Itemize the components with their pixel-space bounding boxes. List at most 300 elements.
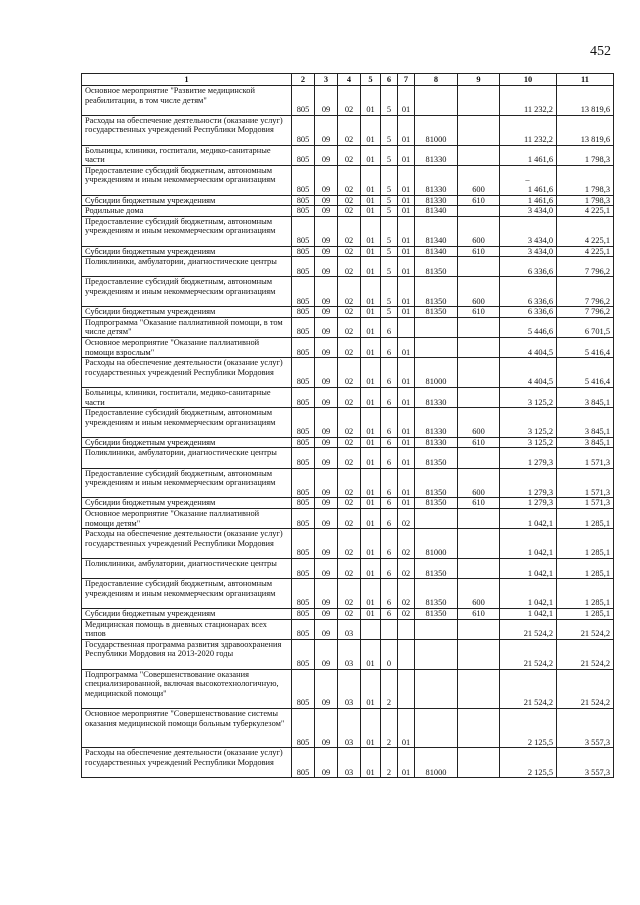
code-cell: 01 (398, 408, 415, 438)
code-cell: 6 (381, 529, 398, 559)
row-name-cell: Подпрограмма "Совершенствование оказания специализированной, включая высокотехнологичную, медицинской помощи" (82, 669, 292, 708)
code-cell: 805 (292, 748, 315, 778)
code-cell: 6 (381, 468, 398, 498)
amount-cell: 21 524,2 (500, 669, 557, 708)
row-name-cell: Предоставление субсидий бюджетным, автономным учреждениям и иным некоммерческим организациям (82, 408, 292, 438)
row-name-cell: Расходы на обеспечение деятельности (оказание услуг) государственных учреждений Республики Мордовия (82, 748, 292, 778)
code-cell: 01 (398, 257, 415, 277)
code-cell (398, 669, 415, 708)
code-cell (458, 206, 500, 217)
table-row (82, 337, 614, 357)
table-row (82, 468, 614, 498)
code-cell: 5 (381, 246, 398, 257)
code-cell: 01 (361, 709, 381, 748)
header-cell: 4 (338, 74, 361, 86)
code-cell: 02 (338, 216, 361, 246)
row-name-cell: Поликлиники, амбулатории, диагностические центры (82, 448, 292, 468)
code-cell: 610 (458, 195, 500, 206)
code-cell: 01 (398, 206, 415, 217)
code-cell: 01 (398, 387, 415, 407)
code-cell: 600 (458, 277, 500, 307)
amount-cell: 6 336,6 (500, 277, 557, 307)
code-cell: 5 (381, 216, 398, 246)
code-cell: 5 (381, 257, 398, 277)
code-cell: 01 (361, 609, 381, 620)
code-cell (458, 145, 500, 165)
code-cell: 5 (381, 165, 398, 195)
code-cell: 81350 (415, 257, 458, 277)
code-cell: 805 (292, 246, 315, 257)
table-row (82, 216, 614, 246)
amount-cell: 3 434,0 (500, 246, 557, 257)
row-name-cell: Предоставление субсидий бюджетным, автономным учреждениям и иным некоммерческим организациям (82, 216, 292, 246)
code-cell: 03 (338, 748, 361, 778)
code-cell: 09 (315, 559, 338, 579)
code-cell: 02 (338, 529, 361, 559)
code-cell (415, 337, 458, 357)
code-cell: 01 (398, 246, 415, 257)
row-name-cell: Основное мероприятие "Развитие медицинской реабилитации, в том числе детям" (82, 86, 292, 116)
row-name-cell: Родильные дома (82, 206, 292, 217)
code-cell: 02 (338, 86, 361, 116)
code-cell: 01 (361, 387, 381, 407)
amount-cell: 4 225,1 (557, 216, 614, 246)
code-cell: 6 (381, 609, 398, 620)
code-cell: 01 (398, 86, 415, 116)
row-name-cell: Расходы на обеспечение деятельности (оказание услуг) государственных учреждений Республики Мордовия (82, 358, 292, 388)
code-cell: 01 (361, 257, 381, 277)
code-cell: 01 (398, 498, 415, 509)
amount-cell: 3 434,0 (500, 216, 557, 246)
code-cell: 09 (315, 669, 338, 708)
code-cell: 09 (315, 709, 338, 748)
code-cell: 09 (315, 195, 338, 206)
table-row (82, 448, 614, 468)
amount-cell: 6 336,6 (500, 257, 557, 277)
row-name-cell: Расходы на обеспечение деятельности (оказание услуг) государственных учреждений Республики Мордовия (82, 529, 292, 559)
code-cell: 09 (315, 529, 338, 559)
code-cell (415, 639, 458, 669)
amount-cell: 7 796,2 (557, 277, 614, 307)
table-row (82, 498, 614, 509)
amount-cell: 3 434,0 (500, 206, 557, 217)
code-cell: 805 (292, 509, 315, 529)
table-row (82, 195, 614, 206)
code-cell: 81330 (415, 437, 458, 448)
header-cell: 7 (398, 74, 415, 86)
code-cell: 2 (381, 748, 398, 778)
amount-cell: 1 285,1 (557, 609, 614, 620)
code-cell: 805 (292, 86, 315, 116)
amount-cell: 1 042,1 (500, 609, 557, 620)
table-row (82, 165, 614, 195)
code-cell: 02 (338, 498, 361, 509)
code-cell: 5 (381, 145, 398, 165)
amount-cell: 3 125,2 (500, 387, 557, 407)
code-cell: 02 (338, 165, 361, 195)
code-cell: 600 (458, 468, 500, 498)
code-cell: 01 (361, 277, 381, 307)
code-cell: 805 (292, 358, 315, 388)
row-name-cell: Государственная программа развития здравоохранения Республики Мордовия на 2013-2020 годы (82, 639, 292, 669)
table-row (82, 86, 614, 116)
dash-mark: – (525, 175, 530, 185)
amount-cell: 1 461,6 (500, 145, 557, 165)
code-cell: 600 (458, 408, 500, 438)
code-cell (458, 619, 500, 639)
code-cell: 01 (361, 195, 381, 206)
code-cell (415, 86, 458, 116)
code-cell: 02 (338, 609, 361, 620)
code-cell: 01 (361, 337, 381, 357)
header-cell: 1 (82, 74, 292, 86)
code-cell: 81350 (415, 559, 458, 579)
code-cell: 805 (292, 317, 315, 337)
code-cell (458, 709, 500, 748)
code-cell: 09 (315, 609, 338, 620)
code-cell: 6 (381, 509, 398, 529)
amount-cell: 1 279,3 (500, 448, 557, 468)
code-cell: 6 (381, 559, 398, 579)
code-cell: 09 (315, 509, 338, 529)
row-name-cell: Больницы, клиники, госпитали, медико-санитарные части (82, 387, 292, 407)
code-cell (398, 639, 415, 669)
row-name-cell: Расходы на обеспечение деятельности (оказание услуг) государственных учреждений Республики Мордовия (82, 115, 292, 145)
code-cell: 02 (398, 609, 415, 620)
code-cell: 805 (292, 277, 315, 307)
code-cell: 02 (338, 307, 361, 318)
table-row (82, 145, 614, 165)
amount-cell: 6 701,5 (557, 317, 614, 337)
code-cell: 805 (292, 468, 315, 498)
amount-cell: 2 125,5 (500, 748, 557, 778)
code-cell: 01 (361, 468, 381, 498)
code-cell: 805 (292, 145, 315, 165)
code-cell: 01 (361, 307, 381, 318)
amount-cell: 1 042,1 (500, 529, 557, 559)
code-cell (398, 317, 415, 337)
code-cell: 805 (292, 448, 315, 468)
amount-cell: 1 461,6 (500, 195, 557, 206)
amount-cell: 1 571,3 (557, 468, 614, 498)
amount-cell: 1 798,3 (557, 165, 614, 195)
amount-cell: 7 796,2 (557, 307, 614, 318)
code-cell: 02 (338, 509, 361, 529)
amount-cell: 4 404,5 (500, 358, 557, 388)
code-cell: 02 (398, 509, 415, 529)
code-cell: 600 (458, 216, 500, 246)
amount-cell: 1 571,3 (557, 498, 614, 509)
code-cell: 01 (398, 277, 415, 307)
code-cell: 01 (361, 358, 381, 388)
code-cell: 01 (361, 579, 381, 609)
code-cell: 01 (361, 317, 381, 337)
header-cell: 8 (415, 74, 458, 86)
amount-cell: 7 796,2 (557, 257, 614, 277)
code-cell: 01 (398, 145, 415, 165)
amount-cell (500, 165, 557, 195)
code-cell: 09 (315, 277, 338, 307)
code-cell: 805 (292, 437, 315, 448)
code-cell: 81340 (415, 206, 458, 217)
code-cell: 03 (338, 639, 361, 669)
table-row (82, 509, 614, 529)
row-name-cell: Предоставление субсидий бюджетным, автономным учреждениям и иным некоммерческим организациям (82, 579, 292, 609)
code-cell: 02 (338, 145, 361, 165)
code-cell: 01 (361, 448, 381, 468)
code-cell (458, 257, 500, 277)
code-cell: 805 (292, 669, 315, 708)
code-cell: 81330 (415, 145, 458, 165)
amount-cell: 21 524,2 (557, 619, 614, 639)
amount-cell: 5 446,6 (500, 317, 557, 337)
code-cell: 09 (315, 317, 338, 337)
code-cell: 09 (315, 387, 338, 407)
code-cell: 03 (338, 619, 361, 639)
amount-cell: 4 225,1 (557, 246, 614, 257)
code-cell: 01 (361, 559, 381, 579)
row-name-cell: Субсидии бюджетным учреждениям (82, 498, 292, 509)
code-cell: 805 (292, 579, 315, 609)
amount-cell: 3 125,2 (500, 437, 557, 448)
table-body (82, 86, 614, 778)
table-row (82, 559, 614, 579)
code-cell: 6 (381, 358, 398, 388)
row-name-cell: Основное мероприятие "Оказание паллиативной помощи взрослым" (82, 337, 292, 357)
code-cell: 6 (381, 337, 398, 357)
code-cell: 01 (361, 216, 381, 246)
row-name-cell: Предоставление субсидий бюджетным, автономным учреждениям и иным некоммерческим организациям (82, 277, 292, 307)
code-cell: 805 (292, 559, 315, 579)
row-name-cell: Субсидии бюджетным учреждениям (82, 246, 292, 257)
amount-cell: 3 845,1 (557, 437, 614, 448)
amount-cell: 5 416,4 (557, 337, 614, 357)
amount-cell: 1 042,1 (500, 559, 557, 579)
code-cell: 5 (381, 307, 398, 318)
code-cell: 5 (381, 277, 398, 307)
code-cell (381, 619, 398, 639)
code-cell: 01 (398, 437, 415, 448)
row-name-cell: Субсидии бюджетным учреждениям (82, 437, 292, 448)
amount-cell: 13 819,6 (557, 115, 614, 145)
code-cell (415, 317, 458, 337)
code-cell: 6 (381, 317, 398, 337)
code-cell: 01 (361, 206, 381, 217)
row-name-cell: Больницы, клиники, госпитали, медико-санитарные части (82, 145, 292, 165)
amount-cell: 3 557,3 (557, 709, 614, 748)
code-cell: 805 (292, 165, 315, 195)
amount-cell: 6 336,6 (500, 307, 557, 318)
code-cell: 81350 (415, 609, 458, 620)
table-row (82, 609, 614, 620)
code-cell: 81350 (415, 579, 458, 609)
amount-cell: 1 279,3 (500, 498, 557, 509)
code-cell: 09 (315, 115, 338, 145)
code-cell: 09 (315, 165, 338, 195)
code-cell: 09 (315, 448, 338, 468)
code-cell (458, 509, 500, 529)
code-cell: 805 (292, 195, 315, 206)
row-name-cell: Субсидии бюджетным учреждениям (82, 307, 292, 318)
table-row (82, 579, 614, 609)
code-cell (458, 529, 500, 559)
code-cell (415, 669, 458, 708)
code-cell: 01 (361, 529, 381, 559)
code-cell: 01 (361, 509, 381, 529)
code-cell: 6 (381, 387, 398, 407)
amount-cell: 5 416,4 (557, 358, 614, 388)
amount-cell: 1 571,3 (557, 448, 614, 468)
amount-cell: 3 125,2 (500, 408, 557, 438)
code-cell: 2 (381, 669, 398, 708)
code-cell: 805 (292, 257, 315, 277)
header-cell: 6 (381, 74, 398, 86)
code-cell: 81000 (415, 115, 458, 145)
table-row (82, 307, 614, 318)
code-cell: 805 (292, 307, 315, 318)
code-cell: 09 (315, 498, 338, 509)
amount-cell: 1 279,3 (500, 468, 557, 498)
table-row (82, 619, 614, 639)
header-cell: 3 (315, 74, 338, 86)
code-cell: 805 (292, 408, 315, 438)
code-cell: 03 (338, 709, 361, 748)
code-cell (458, 387, 500, 407)
code-cell: 81330 (415, 387, 458, 407)
table-row (82, 408, 614, 438)
code-cell (458, 559, 500, 579)
row-name-cell: Субсидии бюджетным учреждениям (82, 609, 292, 620)
code-cell: 09 (315, 639, 338, 669)
code-cell: 805 (292, 609, 315, 620)
code-cell: 81340 (415, 216, 458, 246)
code-cell: 09 (315, 579, 338, 609)
table-row (82, 277, 614, 307)
amount-cell: 2 125,5 (500, 709, 557, 748)
table-row (82, 748, 614, 778)
code-cell (415, 709, 458, 748)
header-cell: 5 (361, 74, 381, 86)
code-cell: 09 (315, 257, 338, 277)
amount-value: 1 461,6 (527, 184, 553, 194)
code-cell: 02 (338, 115, 361, 145)
code-cell (458, 115, 500, 145)
code-cell: 6 (381, 498, 398, 509)
amount-cell: 13 819,6 (557, 86, 614, 116)
code-cell: 805 (292, 639, 315, 669)
code-cell: 09 (315, 216, 338, 246)
amount-cell: 21 524,2 (500, 639, 557, 669)
code-cell: 01 (398, 165, 415, 195)
code-cell: 01 (398, 468, 415, 498)
code-cell: 6 (381, 437, 398, 448)
code-cell: 02 (338, 206, 361, 217)
row-name-cell: Подпрограмма "Оказание паллиативной помощи, в том числе детям" (82, 317, 292, 337)
header-cell: 11 (557, 74, 614, 86)
code-cell: 02 (398, 579, 415, 609)
code-cell: 09 (315, 468, 338, 498)
row-name-cell: Предоставление субсидий бюджетным, автономным учреждениям и иным некоммерческим организациям (82, 165, 292, 195)
amount-cell: 21 524,2 (557, 639, 614, 669)
row-name-cell: Медицинская помощь в дневных стационарах всех типов (82, 619, 292, 639)
code-cell: 01 (398, 709, 415, 748)
header-cell: 2 (292, 74, 315, 86)
code-cell (458, 748, 500, 778)
code-cell (458, 337, 500, 357)
code-cell: 01 (361, 639, 381, 669)
code-cell: 01 (361, 165, 381, 195)
code-cell (458, 448, 500, 468)
header-cell: 10 (500, 74, 557, 86)
code-cell: 02 (338, 579, 361, 609)
amount-cell: 1 285,1 (557, 559, 614, 579)
table-row (82, 387, 614, 407)
code-cell: 600 (458, 579, 500, 609)
page-number: 452 (590, 44, 611, 59)
code-cell: 02 (338, 317, 361, 337)
amount-cell: 1 285,1 (557, 579, 614, 609)
code-cell: 01 (398, 115, 415, 145)
code-cell: 02 (398, 559, 415, 579)
code-cell: 805 (292, 387, 315, 407)
code-cell: 81000 (415, 358, 458, 388)
code-cell: 09 (315, 748, 338, 778)
code-cell: 01 (398, 216, 415, 246)
code-cell: 81350 (415, 448, 458, 468)
amount-cell: 1 285,1 (557, 509, 614, 529)
code-cell: 01 (361, 669, 381, 708)
code-cell (415, 509, 458, 529)
code-cell: 01 (361, 246, 381, 257)
code-cell: 09 (315, 86, 338, 116)
table-row (82, 358, 614, 388)
table-row (82, 709, 614, 748)
code-cell: 610 (458, 246, 500, 257)
code-cell: 09 (315, 437, 338, 448)
code-cell: 2 (381, 709, 398, 748)
amount-cell: 11 232,2 (500, 115, 557, 145)
amount-cell: 1 798,3 (557, 195, 614, 206)
code-cell: 610 (458, 437, 500, 448)
amount-cell: 1 285,1 (557, 529, 614, 559)
amount-cell: 3 845,1 (557, 408, 614, 438)
amount-cell: 1 042,1 (500, 509, 557, 529)
amount-cell: 1 798,3 (557, 145, 614, 165)
code-cell: 805 (292, 115, 315, 145)
code-cell: 02 (338, 408, 361, 438)
code-cell: 610 (458, 307, 500, 318)
code-cell: 81350 (415, 277, 458, 307)
code-cell: 01 (361, 115, 381, 145)
code-cell: 02 (338, 559, 361, 579)
code-cell: 02 (338, 468, 361, 498)
code-cell (458, 358, 500, 388)
table-row (82, 246, 614, 257)
row-name-cell: Предоставление субсидий бюджетным, автономным учреждениям и иным некоммерческим организациям (82, 468, 292, 498)
code-cell (361, 619, 381, 639)
table-row (82, 529, 614, 559)
table-row (82, 317, 614, 337)
code-cell: 81000 (415, 529, 458, 559)
table-row (82, 669, 614, 708)
code-cell: 02 (338, 337, 361, 357)
code-cell: 03 (338, 669, 361, 708)
code-cell: 805 (292, 619, 315, 639)
amount-cell: 3 557,3 (557, 748, 614, 778)
code-cell: 600 (458, 165, 500, 195)
amount-cell: 3 845,1 (557, 387, 614, 407)
code-cell: 01 (361, 437, 381, 448)
